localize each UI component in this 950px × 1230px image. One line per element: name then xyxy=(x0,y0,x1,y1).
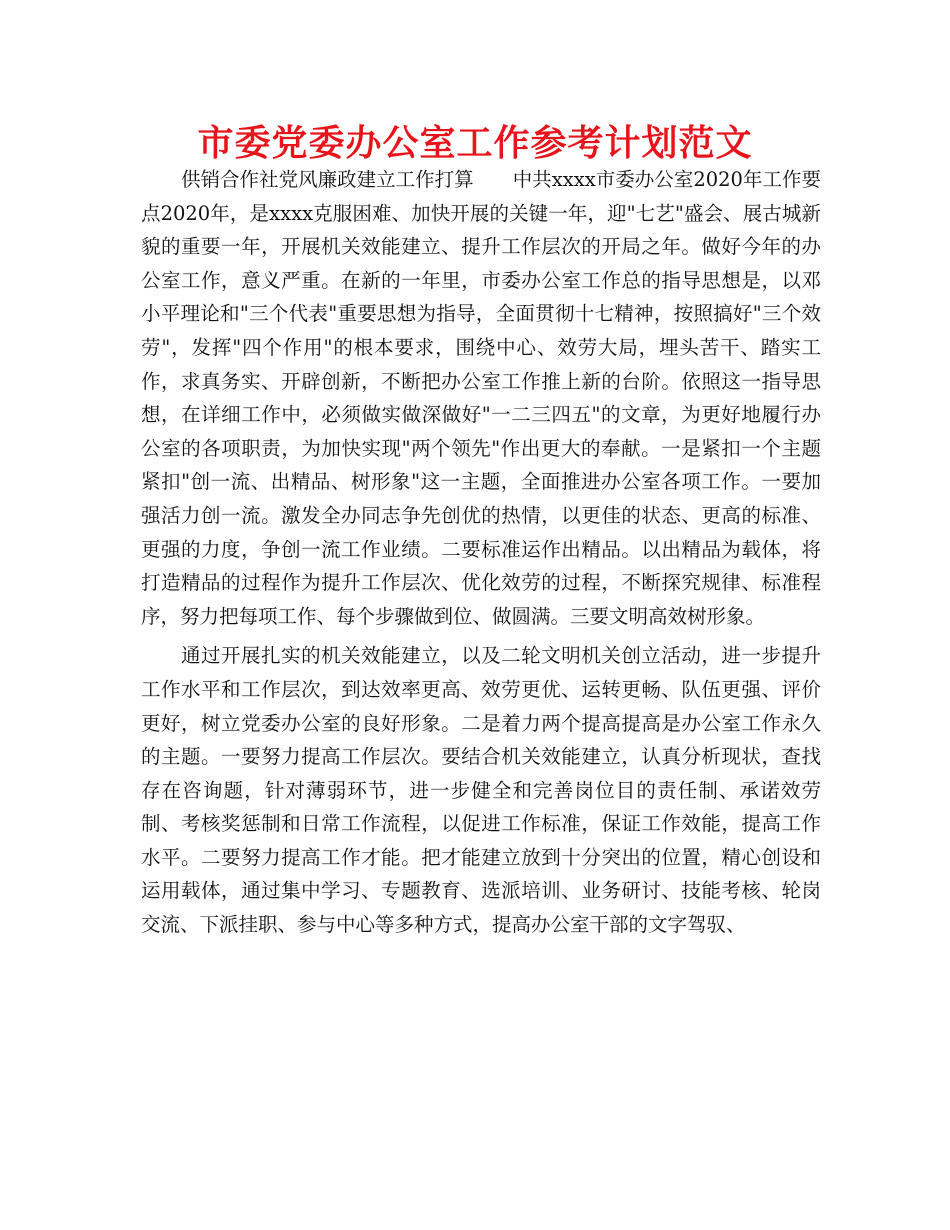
body-paragraph: 供销合作社党风廉政建立工作打算 中共xxxx市委办公室2020年工作要点2020年，是xxxx克服困难、加快开展的关键一年，迎"七艺"盛会、展古城新貌的重要一年，开展机关效能建立、提升工作层次的开局之年。做好今年的办公室工作，意义严重。在新的一年里，市委办公室工作总的指导思想是，以邓小平理论和"三个代表"重要思想为指导，全面贯彻十七精神，按照搞好"三个效劳"，发挥"四个作用"的根本要求，围绕中心、效劳大局，埋头苦干、踏实工作，求真务实、开辟创新，不断把办公室工作推上新的台阶。依照这一指导思想，在详细工作中，必须做实做深做好"一二三四五"的文章，为更好地履行办公室的各项职责，为加快实现"两个领先"作出更大的奉献。一是紧扣一个主题紧扣"创一流、出精品、树形象"这一主题，全面推进办公室各项工作。一要加强活力创一流。激发全办同志争先创优的热情，以更佳的状态、更高的标准、更强的力度，争创一流工作业绩。二要标准运作出精品。以出精品为载体，将打造精品的过程作为提升工作层次、优化效劳的过程，不断探究规律、标准程序，努力把每项工作、每个步骤做到位、做圆满。三要文明高效树形象。 xyxy=(141,168,821,628)
document-title: 市委党委办公室工作参考计划范文 xyxy=(197,123,753,164)
document-body xyxy=(141,163,821,942)
body-paragraph: 通过开展扎实的机关效能建立，以及二轮文明机关创立活动，进一步提升工作水平和工作层次，到达效率更高、效劳更优、运转更畅、队伍更强、评价更好，树立党委办公室的良好形象。二是着力两个提高提高是办公室工作永久的主题。一要努力提高工作层次。要结合机关效能建立，认真分析现状，查找存在咨询题，针对薄弱环节，进一步健全和完善岗位目的责任制、承诺效劳制、考核奖惩制和日常工作流程，以促进工作标准，保证工作效能，提高工作水平。二要努力提高工作才能。把才能建立放到十分突出的位置，精心创设和运用载体，通过集中学习、专题教育、选派培训、业务研讨、技能考核、轮岗交流、下派挂职、参与中心等多种方式，提高办公室干部的文字驾驭、 xyxy=(141,644,821,937)
